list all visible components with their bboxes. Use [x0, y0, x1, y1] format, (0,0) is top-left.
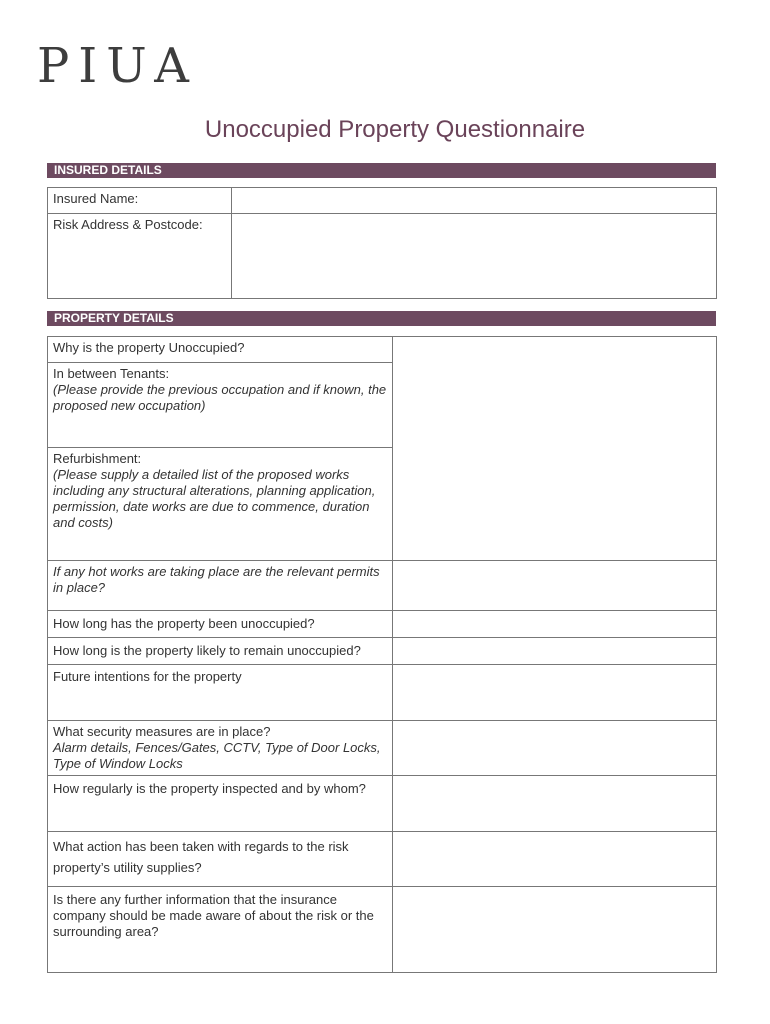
- property-row-likely-remain: [48, 638, 717, 665]
- property-details-heading: PROPERTY DETAILS: [47, 311, 716, 326]
- property-row-future-intentions: [48, 665, 717, 721]
- question-label: How long has the property been unoccupied?: [53, 616, 315, 631]
- question-label: Refurbishment:: [53, 451, 142, 466]
- inspection-label: [48, 776, 393, 832]
- insured-details-heading: INSURED DETAILS: [47, 163, 716, 178]
- question-label: Is there any further information that the insurance company should be made aware of about the risk or the surrounding area?: [53, 892, 374, 939]
- property-row-security-measures: [48, 721, 717, 776]
- inspection-answer-field[interactable]: [393, 776, 717, 832]
- risk-address-field[interactable]: [232, 214, 717, 299]
- likely-remain-label: [48, 638, 393, 665]
- why-unoccupied-label: [48, 337, 393, 363]
- property-details-table: [47, 336, 717, 973]
- security-measures-answer-field[interactable]: [393, 721, 717, 776]
- likely-remain-answer-field[interactable]: [393, 638, 717, 665]
- property-row-further-information: [48, 887, 717, 973]
- risk-address-row: [48, 214, 717, 299]
- further-information-label: [48, 887, 393, 973]
- insured-name-field[interactable]: [232, 188, 717, 214]
- question-label: Future intentions for the property: [53, 669, 242, 684]
- refurbishment-label: [48, 448, 393, 561]
- question-note: (Please supply a detailed list of the proposed works including any structural alterations, planning application, permission, date works are due to commence, duration and costs): [53, 467, 376, 530]
- property-row-how-long-unoccupied: [48, 611, 717, 638]
- insured-name-label: Insured Name:: [48, 188, 232, 214]
- hot-works-label: [48, 561, 393, 611]
- risk-address-label: Risk Address & Postcode:: [48, 214, 232, 299]
- question-label: In between Tenants:: [53, 366, 170, 381]
- property-row-utility-supplies: [48, 832, 717, 887]
- future-intentions-answer-field[interactable]: [393, 665, 717, 721]
- insured-details-table: [47, 187, 717, 299]
- future-intentions-label: [48, 665, 393, 721]
- how-long-unoccupied-label: [48, 611, 393, 638]
- question-label: Why is the property Unoccupied?: [53, 340, 245, 355]
- piua-logo: PIUA: [37, 38, 198, 94]
- property-row-hot-works: [48, 561, 717, 611]
- property-row-why-unoccupied: [48, 337, 717, 363]
- why-unoccupied-answer-field[interactable]: [393, 337, 717, 561]
- question-label: What action has been taken with regards to the risk property’s utility supplies?: [53, 839, 349, 875]
- question-label: What security measures are in place?: [53, 724, 271, 739]
- how-long-unoccupied-answer-field[interactable]: [393, 611, 717, 638]
- security-measures-label: [48, 721, 393, 776]
- question-label: How regularly is the property inspected and by whom?: [53, 781, 366, 796]
- further-information-answer-field[interactable]: [393, 887, 717, 973]
- question-note: Alarm details, Fences/Gates, CCTV, Type of Door Locks, Type of Window Locks: [53, 740, 381, 771]
- question-note: If any hot works are taking place are the relevant permits in place?: [53, 564, 380, 595]
- utility-supplies-label: [48, 832, 393, 887]
- in-between-tenants-label: [48, 363, 393, 448]
- utility-supplies-answer-field[interactable]: [393, 832, 717, 887]
- document-title: Unoccupied Property Questionnaire: [204, 116, 586, 143]
- question-label: How long is the property likely to remain unoccupied?: [53, 643, 361, 658]
- property-row-inspection: [48, 776, 717, 832]
- hot-works-answer-field[interactable]: [393, 561, 717, 611]
- insured-name-row: [48, 188, 717, 214]
- question-note: (Please provide the previous occupation and if known, the proposed new occupation): [53, 382, 387, 413]
